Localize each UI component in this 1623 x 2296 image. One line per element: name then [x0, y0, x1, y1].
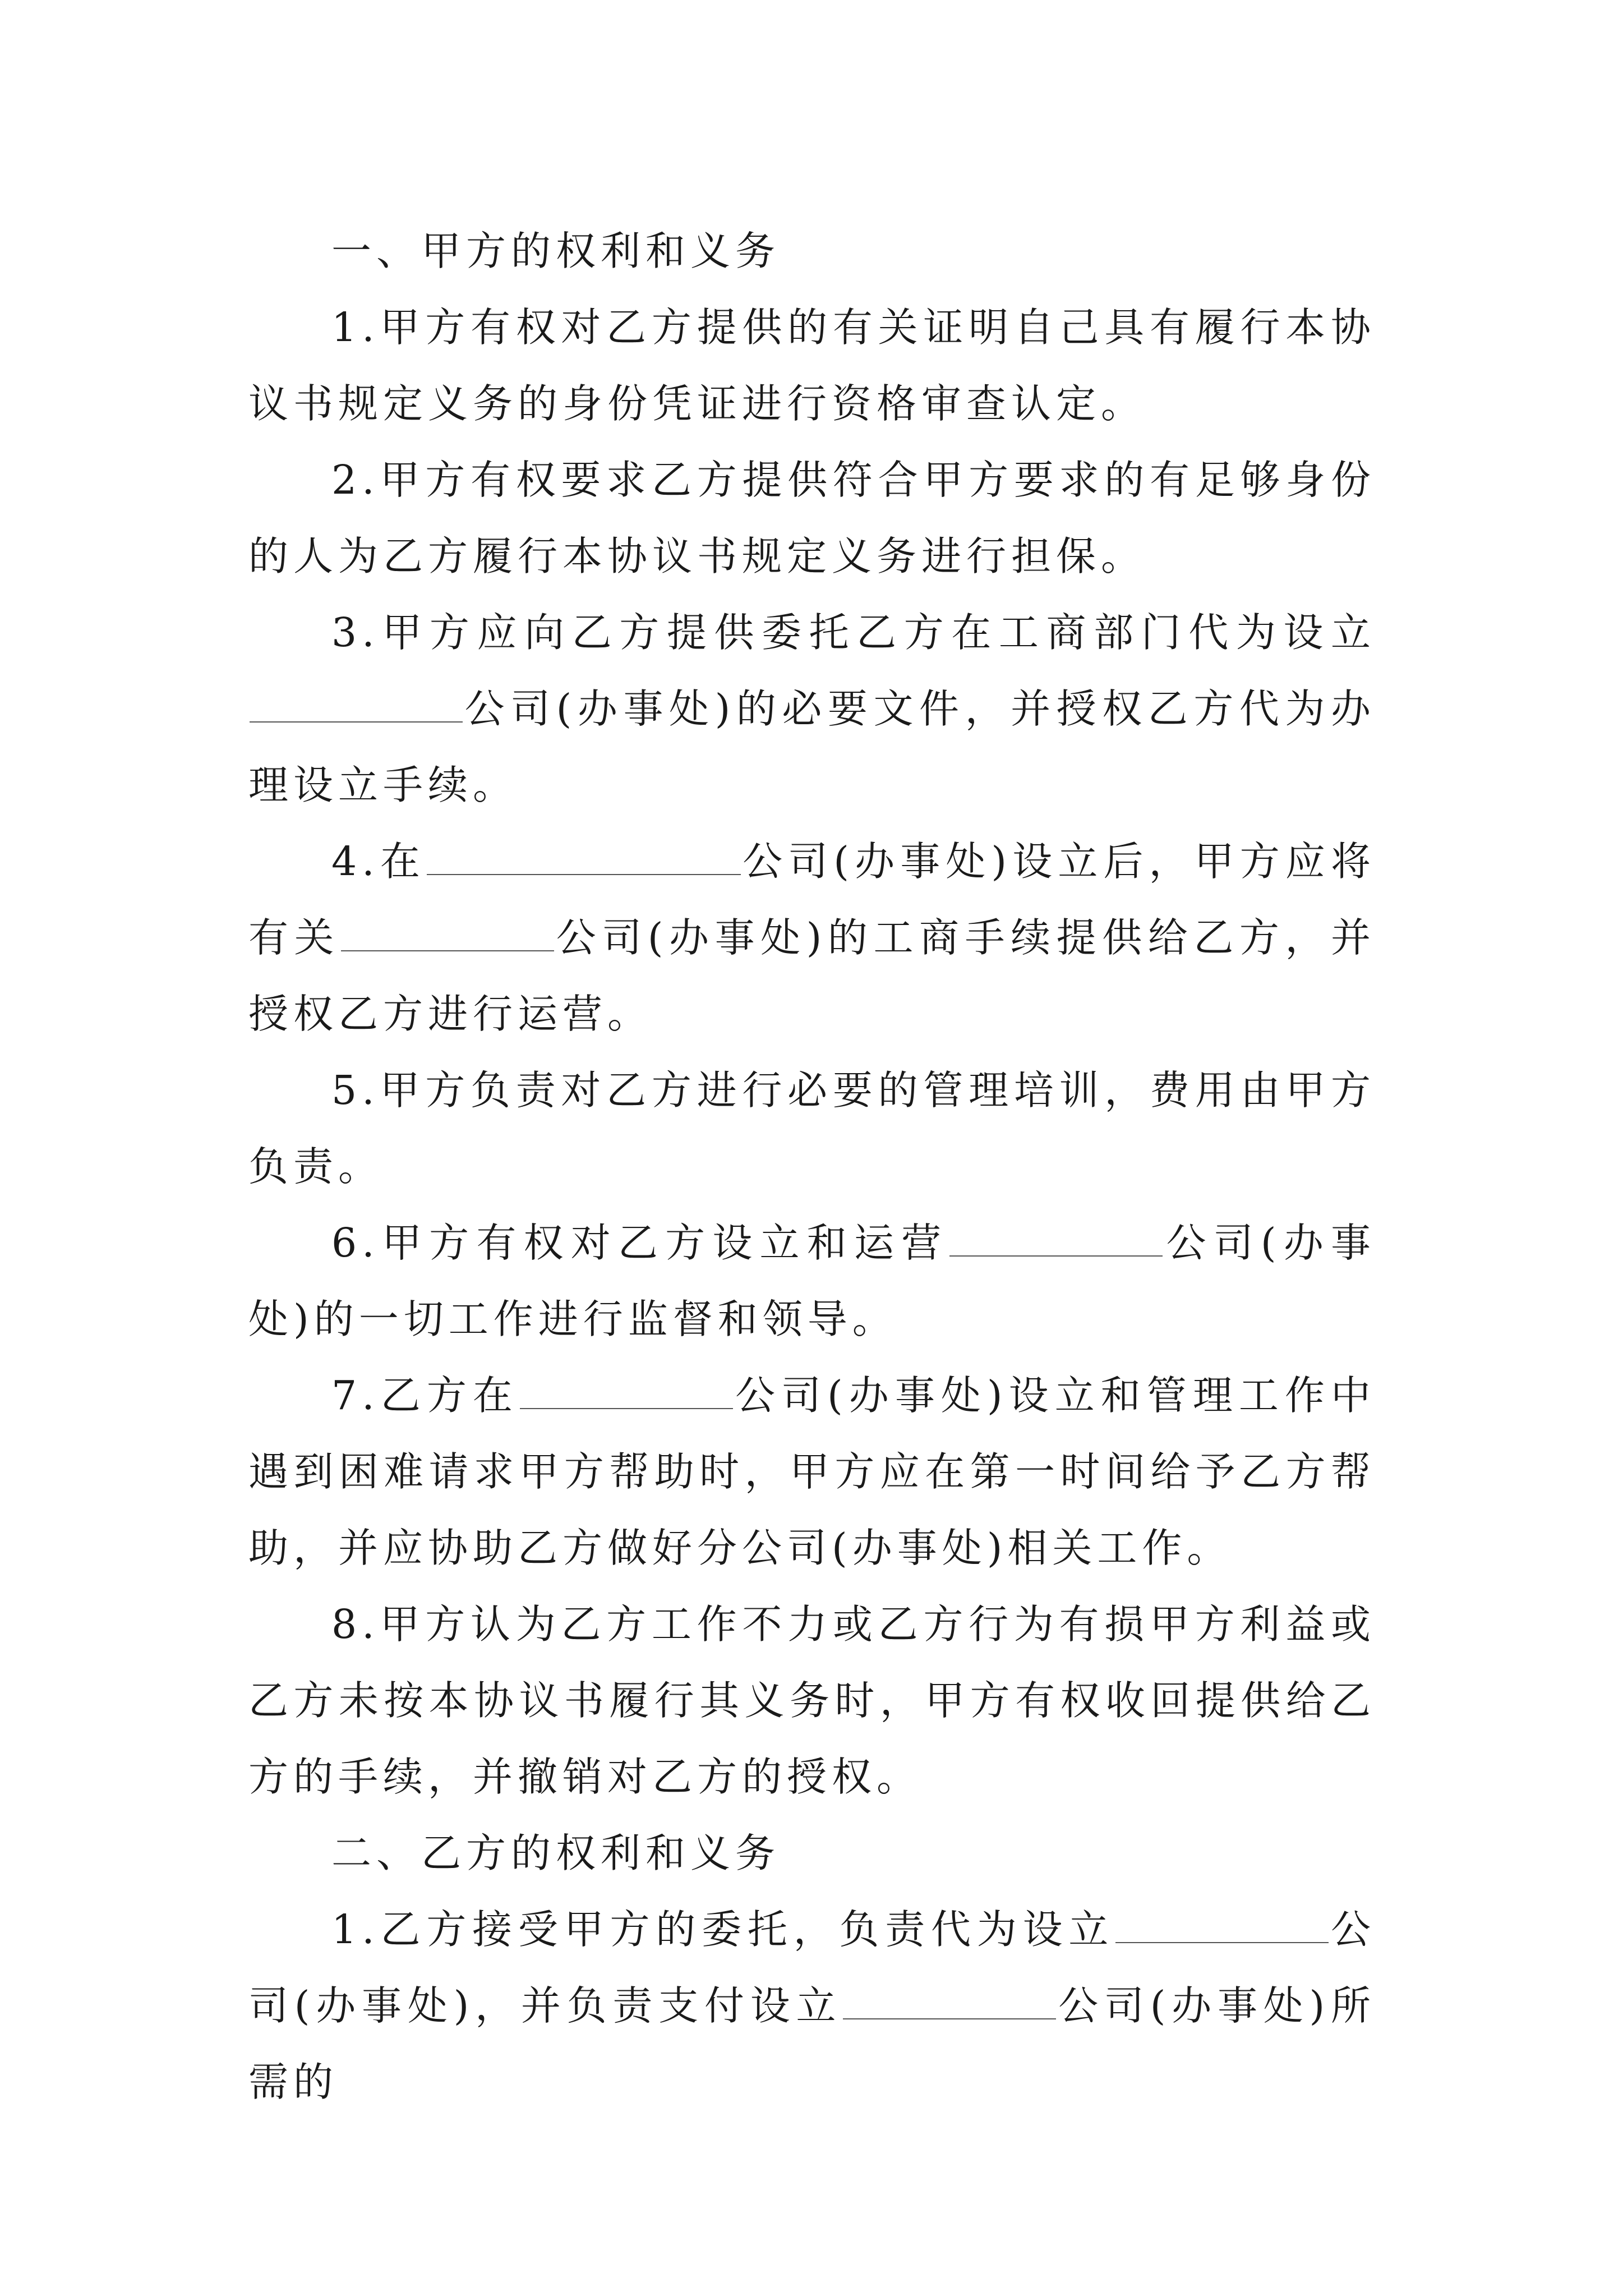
company-name-blank — [520, 1374, 733, 1409]
company-name-blank — [843, 1985, 1056, 2019]
clause-text: 7.乙方在 — [331, 1372, 519, 1419]
company-name-blank — [949, 1222, 1163, 1257]
clause-text: 公司(办事处)所需的 — [248, 1982, 1376, 2105]
clause-text: 公司(办事处)设立后，甲方应将有关 — [248, 838, 1376, 961]
party-a-clause-6 — [248, 1205, 1376, 1358]
clause-text: 5.甲方负责对乙方进行必要的管理培训，费用由甲方负责。 — [248, 1067, 1376, 1190]
party-a-clause-1 — [248, 289, 1376, 442]
clause-text: 公司(办事处)，并负责支付设立 — [248, 1906, 1376, 2029]
clause-text: 公司(办事处)的一切工作进行监督和领导。 — [248, 1220, 1376, 1342]
clause-text: 6.甲方有权对乙方设立和运营 — [331, 1220, 949, 1266]
section-heading-party-a — [248, 213, 1376, 289]
section-heading-party-b — [248, 1815, 1376, 1892]
document-body — [248, 213, 1376, 2120]
clause-text: 1.乙方接受甲方的委托，负责代为设立 — [331, 1906, 1115, 1953]
clause-text: 公司(办事处)设立和管理工作中遇到困难请求甲方帮助时，甲方应在第一时间给予乙方帮助，并应协助乙方做好分公司(办事处)相关工作。 — [248, 1372, 1376, 1571]
clause-text: 2.甲方有权要求乙方提供符合甲方要求的有足够身份的人为乙方履行本协议书规定义务进行担保。 — [248, 457, 1376, 579]
party-b-clause-1 — [248, 1892, 1376, 2120]
party-a-clause-3 — [248, 595, 1376, 823]
section-heading-text: 一、甲方的权利和义务 — [331, 228, 781, 274]
clause-text: 4.在 — [331, 838, 426, 885]
clause-text: 1.甲方有权对乙方提供的有关证明自己具有履行本协议书规定义务的身份凭证进行资格审查认定。 — [248, 304, 1376, 427]
company-name-blank — [1115, 1908, 1329, 1943]
clause-text: 8.甲方认为乙方工作不力或乙方行为有损甲方利益或乙方未按本协议书履行其义务时，甲方有权收回提供给乙方的手续，并撤销对乙方的授权。 — [248, 1601, 1376, 1800]
company-name-blank — [427, 840, 741, 875]
party-a-clause-7 — [248, 1358, 1376, 1586]
party-a-clause-5 — [248, 1052, 1376, 1205]
party-a-clause-4 — [248, 823, 1376, 1052]
party-a-clause-2 — [248, 442, 1376, 595]
section-heading-text: 二、乙方的权利和义务 — [331, 1830, 781, 1876]
company-name-blank — [250, 688, 463, 723]
party-a-clause-8 — [248, 1586, 1376, 1815]
clause-text: 公司(办事处)的必要文件，并授权乙方代为办理设立手续。 — [248, 685, 1376, 808]
clause-text: 公司(办事处)的工商手续提供给乙方，并授权乙方进行运营。 — [248, 914, 1376, 1037]
company-name-blank — [341, 917, 554, 951]
clause-text: 3.甲方应向乙方提供委托乙方在工商部门代为设立 — [331, 609, 1376, 656]
